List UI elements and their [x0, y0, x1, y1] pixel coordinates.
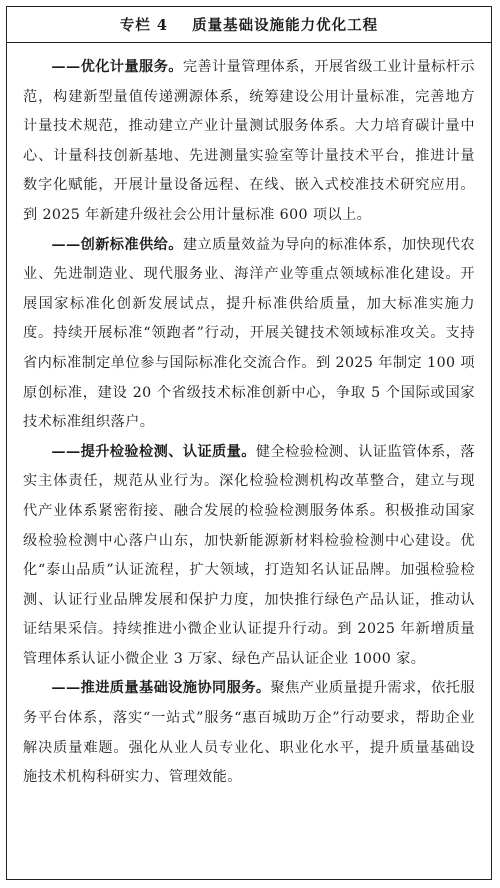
box-header — [7, 7, 491, 43]
box-body — [7, 43, 491, 793]
paragraph-text: 健全检验检测、认证监管体系，落实主体责任，规范从业行为。深化检验检测机构改革整合，建立与现代产业体系紧密衔接、融合发展的检验检测服务体系。积极推动国家级检验检测中心落户山东，加快新能源新材料检验检测中心建设。优化“泰山品质”认证流程，扩大领域，打造知名认证品牌。加强检验检测、认证行业品牌发展和保护力度，加快推行绿色产品认证，推动认证结果采信。持续推进小微企业认证提升行动。到 2025 年新增质量管理体系认证小微企业 3 万家、绿色产品认证企业 1000 家。 — [23, 443, 475, 667]
paragraph-lead: ——创新标准供给。 — [51, 236, 183, 253]
paragraph-text: 完善计量管理体系，开展省级工业计量标杆示范，构建新型量值传递溯源体系，统筹建设公用计量标准，完善地方计量技术规范，推动建立产业计量测试服务体系。大力培育碳计量中心、计量科技创新基地、先进测量实验室等计量技术平台，推进计量数字化赋能，开展计量设备远程、在线、嵌入式校准技术研究应用。到 2025 年新建升级社会公用计量标准 600 项以上。 — [23, 59, 475, 223]
paragraph-standards — [23, 231, 475, 438]
paragraph-lead: ——推进质量基础设施协同服务。 — [51, 680, 271, 697]
paragraph-lead: ——提升检验检测、认证质量。 — [51, 443, 256, 460]
paragraph-coordination — [23, 674, 475, 792]
column-box — [6, 6, 492, 880]
box-title: 专栏 4 质量基础设施能力优化工程 — [119, 17, 379, 34]
paragraph-measurement — [23, 53, 475, 231]
paragraph-lead: ——优化计量服务。 — [51, 59, 183, 75]
paragraph-text: 建立质量效益为导向的标准体系，加快现代农业、先进制造业、现代服务业、海洋产业等重点领域标准化建设。开展国家标准化创新发展试点，提升标准供给质量，加大标准实施力度。持续开展标准“领跑者”行动，开展关键技术领域标准攻关。支持省内标准制定单位参与国际标准化交流合作。到 2025 年制定 100 项原创标准，建设 20 个省级技术标准创新中心，争取 5 个国际或国家技术标准组织落户。 — [23, 236, 475, 431]
paragraph-inspection — [23, 438, 475, 675]
paragraph-text: 聚焦产业质量提升需求，依托服务平台体系，落实“一站式”服务“惠百城助万企”行动要求，帮助企业解决质量难题。强化从业人员专业化、职业化水平，提升质量基础设施技术机构科研实力、管理效能。 — [23, 680, 475, 786]
